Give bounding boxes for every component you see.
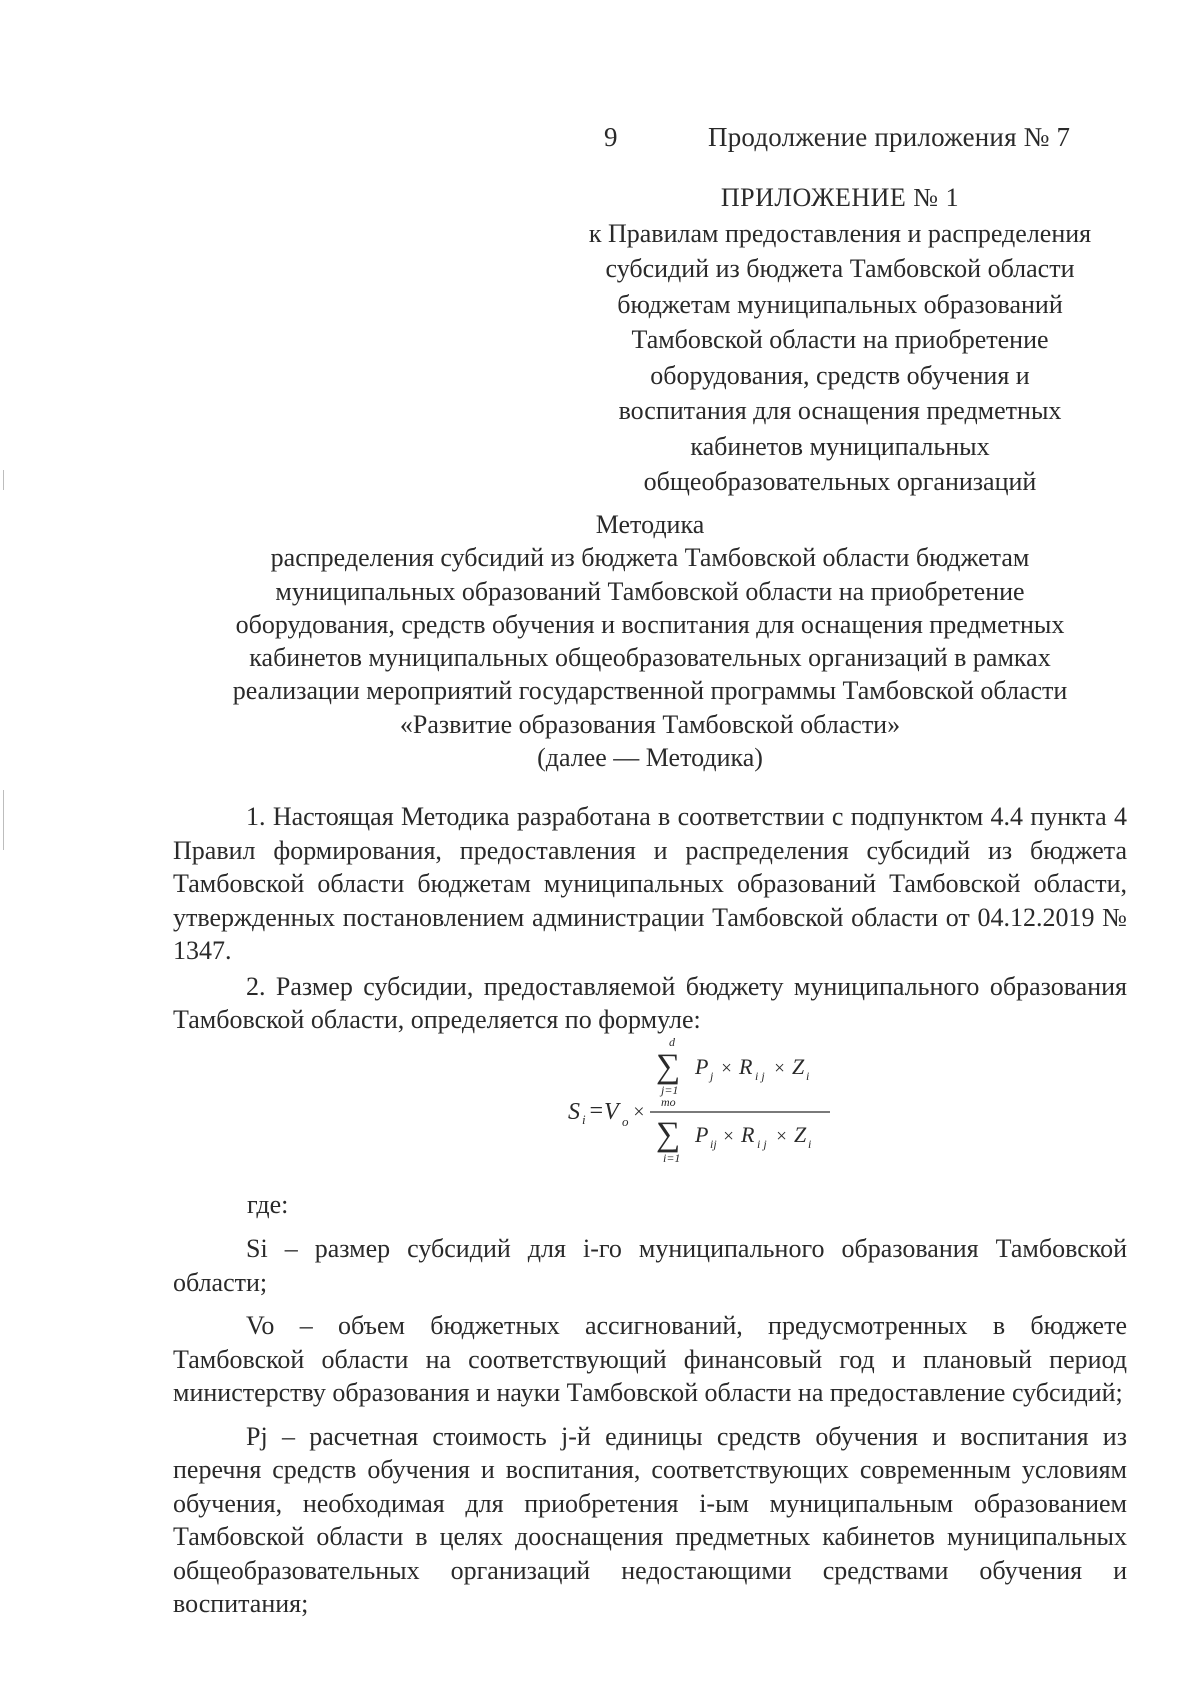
appendix-line: Тамбовской области на приобретение (631, 325, 1049, 354)
methodology-subtitle-line: распределения субсидий из бюджета Тамбовской области бюджетам (270, 543, 1030, 573)
numerator-p-sub: j (710, 1069, 714, 1083)
methodology-subtitle-line: муниципальных образований Тамбовской области на приобретение (275, 576, 1025, 606)
formula-lhs-sub: i (582, 1112, 586, 1127)
denominator-sum-upper: mo (661, 1095, 676, 1109)
formula-lhs: S (568, 1099, 580, 1125)
appendix-line: бюджетам муниципальных образований (617, 289, 1063, 319)
formula-v-sub: o (622, 1114, 629, 1129)
definition-vo: Vo – объем бюджетных ассигнований, предусмотренных в бюджете Тамбовской области на соответствующий финансовый год и плановый период министерству образования и науки Тамбовской области на предоставление субсидий; (173, 1311, 1127, 1407)
appendix-line: кабинетов муниципальных (690, 431, 990, 461)
appendix-line: к Правилам предоставления и распределения (588, 218, 1092, 248)
methodology-subtitle-line: (далее — Методика) (537, 743, 763, 773)
methodology-title: Методика (595, 510, 705, 539)
appendix-title: ПРИЛОЖЕНИЕ № 1 (720, 183, 960, 212)
scan-edge-mark (3, 470, 4, 490)
appendix-line: воспитания для оснащения предметных (618, 396, 1062, 425)
numerator-z: Z (792, 1054, 805, 1079)
denominator-times-2: × (775, 1126, 788, 1147)
page-number: 9 (604, 122, 618, 152)
scan-edge-mark (3, 790, 4, 850)
definition-si: Si – размер субсидий для i-го муниципального образования Тамбовской области; (173, 1234, 1127, 1297)
numerator-z-sub: i (806, 1069, 810, 1083)
methodology-subtitle-line: реализации мероприятий государственной программы Тамбовской области (232, 676, 1068, 706)
denominator-p-sub: ij (710, 1137, 717, 1151)
formula-times: × (632, 1101, 646, 1123)
denominator-sum-lower: i=1 (663, 1151, 681, 1165)
appendix-line: общеобразовательных организаций (643, 467, 1037, 496)
definition-pj: Pj – расчетная стоимость j-й единицы средств обучения и воспитания из перечня средств обучения и воспитания, соответствующих современным условиям обучения, необходимая для приобретения i-ым муниципальным образованием Тамбовской области в целях дооснащения предметных кабинетов муниципальных общеобразовательных организаций недостающими средствами обучения и воспитания; (173, 1421, 1127, 1618)
denominator-r-sub: i j (757, 1137, 767, 1151)
denominator-times-1: × (722, 1126, 735, 1147)
methodology-subtitle-line: оборудования, средств обучения и воспитания для оснащения предметных (235, 609, 1065, 639)
subsidy-formula (540, 1030, 860, 1180)
denominator-z-sub: i (808, 1137, 812, 1151)
methodology-heading-block (180, 508, 1120, 774)
denominator-sigma: ∑ (656, 1116, 681, 1153)
where-label: где: (247, 1190, 289, 1219)
methodology-subtitle-line: «Развитие образования Тамбовской области» (399, 709, 901, 739)
numerator-r-sub: i j (755, 1069, 765, 1083)
numerator-sum-upper: d (669, 1035, 675, 1049)
denominator-r: R (741, 1122, 755, 1147)
appendix-line: оборудования, средств обучения и (650, 360, 1030, 390)
numerator-times-1: × (720, 1058, 733, 1079)
paragraph-1: 1. Настоящая Методика разработана в соответствии с подпунктом 4.4 пункта 4 Правил формирования, предоставления и распределения субсидий из бюджета Тамбовской области бюджетам муниципальных образований Тамбовской области, утвержденных постановлением администрации Тамбовской области от 04.12.2019 № 1347. (173, 802, 1127, 965)
numerator-sigma: ∑ (656, 1048, 681, 1085)
paragraph-2: 2. Размер субсидии, предоставляемой бюджету муниципального образования Тамбовской области, определяется по формуле: (173, 971, 1127, 1034)
appendix-line: субсидий из бюджета Тамбовской области (605, 254, 1075, 283)
numerator-times-2: × (773, 1058, 786, 1079)
page-header (0, 122, 1200, 158)
denominator-p: P (695, 1122, 709, 1147)
numerator-p: P (695, 1054, 709, 1079)
paragraph-block (173, 800, 1127, 1037)
appendix-continuation-label: Продолжение приложения № 7 (708, 122, 1071, 152)
denominator-z: Z (794, 1122, 807, 1147)
formula-equals: = (588, 1098, 605, 1124)
numerator-r: R (739, 1054, 753, 1079)
methodology-subtitle-line: кабинетов муниципальных общеобразовательных организаций в рамках (249, 643, 1051, 673)
definitions-list (173, 1232, 1127, 1631)
formula-v: V (604, 1099, 619, 1125)
formula-svg (540, 1030, 860, 1180)
numerator-sum-lower: j=1 (661, 1083, 679, 1097)
appendix-heading-block (560, 180, 1120, 500)
